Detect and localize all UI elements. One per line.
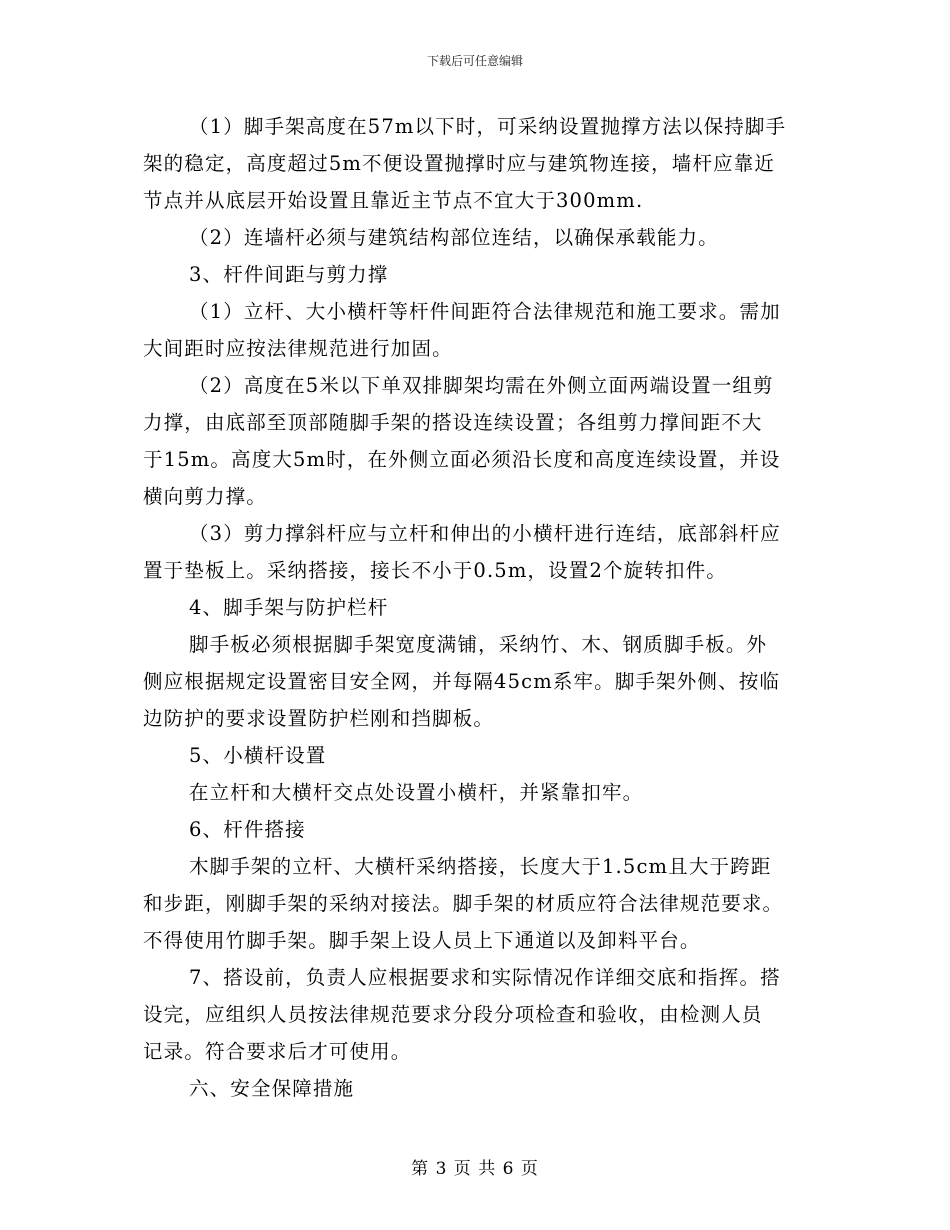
text-line: 不得使用竹脚手架。脚手架上设人员上下通道以及卸料平台。 — [143, 929, 701, 952]
text-line: 边防护的要求设置防护栏刚和挡脚板。 — [143, 707, 495, 730]
text-line: 力撑，由底部至顶部随脚手架的搭设连续设置；各组剪力撑间距不大 — [143, 411, 763, 434]
section-heading: 6、杆件搭接 — [189, 818, 306, 841]
text-line: 侧应根据规定设置密目安全网，并每隔45cm系牢。脚手架外侧、按临 — [143, 670, 781, 693]
text-line: 7、搭设前，负责人应根据要求和实际情况作详细交底和指挥。搭 — [189, 966, 781, 989]
text-line: 设完，应组织人员按法律规范要求分段分项检查和验收，由检测人员 — [143, 1003, 763, 1026]
text-line: 在立杆和大横杆交点处设置小横杆，并紧靠扣牢。 — [189, 781, 644, 804]
text-line: （1）立杆、大小横杆等杆件间距符合法律规范和施工要求。需加 — [189, 300, 781, 323]
page-footer: 第 3 页 共 6 页 — [411, 1159, 539, 1179]
text-line: 节点并从底层开始设置且靠近主节点不宜大于300mm. — [143, 189, 644, 212]
text-line: 脚手板必须根据脚手架宽度满铺，采纳竹、木、钢质脚手板。外 — [189, 633, 768, 656]
text-line: （3）剪力撑斜杆应与立杆和伸出的小横杆进行连结，底部斜杆应 — [189, 522, 781, 545]
section-heading: 4、脚手架与防护栏杆 — [189, 596, 389, 619]
text-line: 置于垫板上。采纳搭接，接长不小于0.5m，设置2个旋转扣件。 — [143, 559, 727, 582]
text-line: （1）脚手架高度在57m以下时，可采纳设置抛撑方法以保持脚手 — [189, 115, 787, 138]
text-line: 大间距时应按法律规范进行加固。 — [143, 337, 453, 360]
text-line: 横向剪力撑。 — [143, 485, 267, 508]
text-line: 和步距，刚脚手架的采纳对接法。脚手架的材质应符合法律规范要求。 — [143, 892, 784, 915]
text-line: 于15m。高度大5m时，在外侧立面必须沿长度和高度连续设置，并设 — [143, 448, 781, 471]
section-heading: 六、安全保障措施 — [189, 1077, 355, 1100]
section-heading: 5、小横杆设置 — [189, 744, 327, 767]
section-heading: 3、杆件间距与剪力撑 — [189, 263, 389, 286]
text-line: 架的稳定，高度超过5m不便设置抛撑时应与建筑物连接，墙杆应靠近 — [143, 152, 776, 175]
text-line: 木脚手架的立杆、大横杆采纳搭接，长度大于1.5cm且大于跨距 — [189, 855, 772, 878]
text-line: （2）连墙杆必须与建筑结构部位连结，以确保承载能力。 — [189, 226, 719, 249]
text-line: （2）高度在5米以下单双排脚架均需在外侧立面两端设置一组剪 — [189, 374, 774, 397]
text-line: 记录。符合要求后才可使用。 — [143, 1040, 412, 1063]
page-header: 下载后可任意编辑 — [426, 54, 523, 68]
